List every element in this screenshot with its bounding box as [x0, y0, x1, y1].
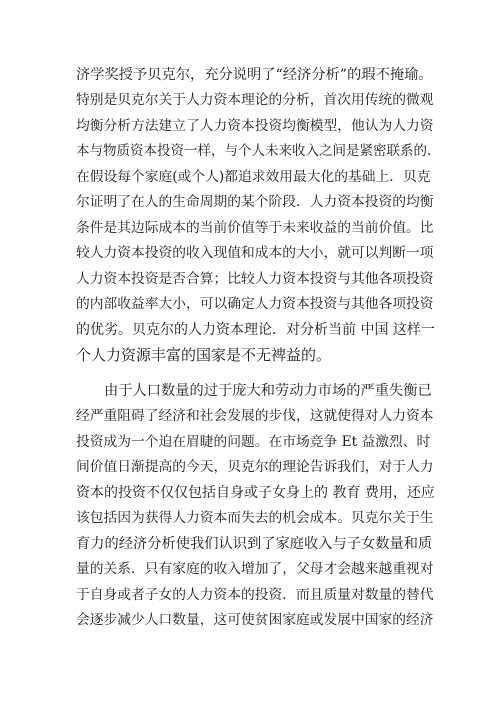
text-line: 人力资本投资是否合算；比较人力资本投资与其他各项投资: [76, 271, 434, 287]
text-line: 量的关系．只有家庭的收入增加了，父母才会越来越重视对: [76, 561, 434, 577]
text-line: 资本的投资不仅仅包括自身或子女身上的 教育 费用，还应: [76, 485, 435, 501]
text-line: 会逐步减少人口数量，这可使贫困家庭或发展中国家的经济: [76, 612, 434, 628]
text-line: 的优劣。贝克尔的人力资本理论．对分析当前 中国 这样一: [76, 322, 435, 338]
text-line: 的内部收益率大小，可以确定人力资本投资与其他各项投资: [76, 296, 434, 312]
text-line: 条件是其边际成本的当前价值等于未来收益的当前价值。比: [76, 220, 434, 236]
text-line: 本与物质资本投资一样，与个人未来收入之间是紧密联系的.: [76, 143, 432, 159]
text-line: 投资成为一个迫在眉睫的问题。在市场竞争 Et 益激烈、时: [76, 434, 431, 450]
text-line: 济学奖授予贝克尔，充分说明了“经济分析”的瑕不掩瑜。: [76, 67, 433, 83]
text-line: 于自身或者子女的人力资本的投资．而且质量对数量的替代: [76, 587, 434, 603]
text-line: 间价值日渐提高的今天，贝克尔的理论告诉我们，对于人力: [76, 459, 434, 475]
text-line: 尔证明了在人的生命周期的某个阶段．人力资本投资的均衡: [76, 194, 434, 210]
text-line: 特别是贝克尔关于人力资本理论的分析，首次用传统的微观: [76, 92, 434, 108]
text-line: 育力的经济分析使我们认识到了家庭收入与子女数量和质: [76, 536, 433, 552]
text-line: 在假设每个家庭(或个人)都追求效用最大化的基础上．贝克: [76, 169, 431, 185]
text-line: 由于人口数量的过于庞大和劳动力市场的严重失衡已: [104, 383, 432, 399]
text-line: 经严重阻碍了经济和社会发展的步伐，这就使得对人力资本: [76, 408, 434, 424]
text-line: 均衡分析方法建立了人力资本投资均衡模型，他认为人力资: [76, 118, 434, 134]
text-line: 较人力资本投资的收入现值和成本的大小，就可以判断一项: [76, 245, 434, 261]
text-line: 个人力资源丰富的国家是不无裨益的。: [76, 346, 332, 364]
text-line: 该包括因为获得人力资本而失去的机会成本。贝克尔关于生: [76, 510, 434, 526]
